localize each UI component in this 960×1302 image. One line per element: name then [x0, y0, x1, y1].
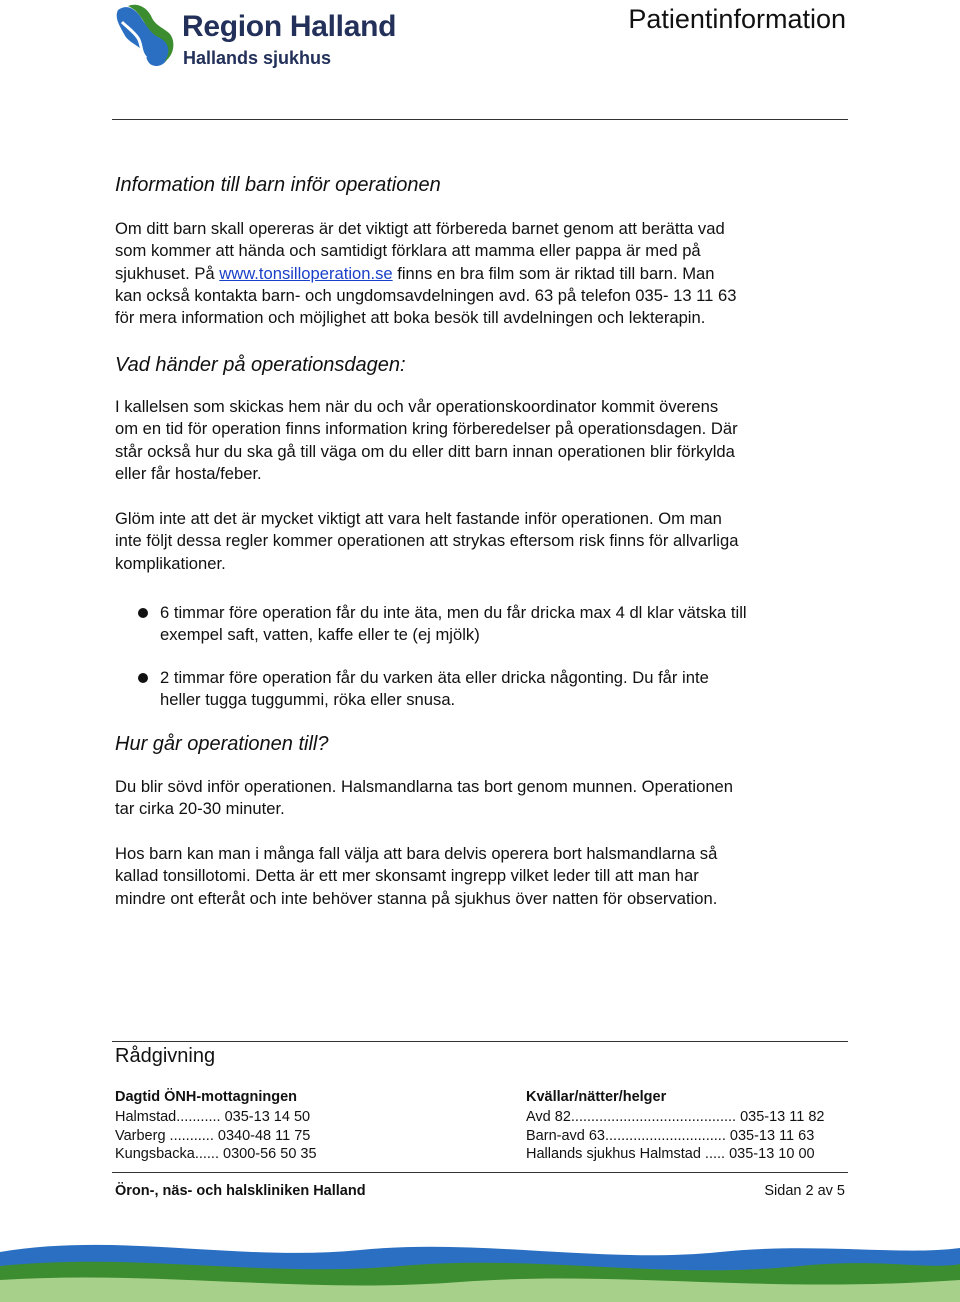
- logo-subtitle: Hallands sjukhus: [183, 48, 332, 68]
- leader-dots: ...........: [169, 1127, 214, 1144]
- section-heading: Information till barn inför operationen: [115, 174, 441, 196]
- paragraph-line: Glöm inte att det är mycket viktigt att vara helt fastande inför operationen. Om man: [115, 509, 722, 528]
- paragraph-line: mindre ont efteråt och inte behöver stanna på sjukhus över natten för observation.: [115, 888, 718, 908]
- paragraph-line: som kommer att hända och samtidigt förklara att mamma eller pappa är med på: [115, 241, 701, 261]
- contact-phone: 0340-48 11 75: [217, 1127, 311, 1144]
- logo-title: Region Halland: [182, 10, 397, 43]
- list-item: [115, 667, 850, 712]
- tonsilloperation-link[interactable]: www.tonsilloperation.se: [219, 263, 393, 283]
- evening-heading: Kvällar/nätter/helger: [526, 1089, 667, 1105]
- paragraph-line: kan också kontakta barn- och ungdomsavdelningen avd. 63 på telefon 035- 13 11 63: [115, 285, 737, 305]
- contact-place: Avd 82: [526, 1109, 571, 1125]
- contact-phone: 035-13 11 82: [740, 1109, 825, 1125]
- contact-row: [526, 1145, 856, 1164]
- paragraph-line: Hos barn kan man i många fall välja att bara delvis operera bort halsmandlarna så: [115, 844, 718, 863]
- paragraph-line: tar cirka 20-30 minuter.: [115, 799, 285, 819]
- daytime-heading: Dagtid ÖNH-mottagningen: [115, 1089, 298, 1105]
- operation-day-paragraph-1: [115, 396, 850, 485]
- decorative-wave-band: [0, 1222, 960, 1302]
- leader-dots: ...........: [176, 1109, 221, 1125]
- contact-place: Barn-avd 63: [526, 1127, 605, 1144]
- list-item-line: 2 timmar före operation får du varken äta eller dricka någonting. Du får inte: [160, 667, 709, 687]
- paragraph-line: inte följt dessa regler kommer operationen att strykas eftersom risk finns för allvarliga: [115, 531, 739, 551]
- contact-row: [115, 1108, 375, 1127]
- leader-dots: ..............................: [605, 1127, 726, 1144]
- contact-phone: 035-13 10 00: [729, 1146, 815, 1162]
- list-item-line: 6 timmar före operation får du inte äta, men du får dricka max 4 dl klar vätska till: [160, 603, 747, 622]
- paragraph-line: [115, 263, 850, 285]
- paragraph-line: eller får hosta/feber.: [115, 463, 262, 483]
- leader-dots: .....: [704, 1146, 726, 1162]
- paragraph-line: kallad tonsillotomi. Detta är ett mer skonsamt ingrepp vilket leder till att man har: [115, 866, 699, 886]
- contact-place: Halmstad: [115, 1109, 177, 1125]
- section-operation-day: [115, 354, 850, 377]
- how-operation-paragraph-1: [115, 776, 850, 821]
- contact-row: [115, 1127, 375, 1146]
- document-type-title: Patientinformation: [628, 4, 846, 34]
- contact-phone: 035-13 14 50: [224, 1109, 311, 1125]
- operation-day-paragraph-2: [115, 508, 850, 575]
- fasting-rules-list: [115, 602, 850, 711]
- paragraph-line: I kallelsen som skickas hem när du och vår operationskoordinator kommit överens: [115, 397, 719, 416]
- bullet-icon: [138, 673, 148, 683]
- paragraph-line: Du blir sövd inför operationen. Halsmandlarna tas bort genom munnen. Operationen: [115, 777, 734, 796]
- paragraph-line: för mera information och möjlighet att boka besök till avdelningen och lekterapin.: [115, 308, 706, 328]
- section-heading: Hur går operationen till?: [115, 733, 329, 755]
- leader-dots: .........................................: [570, 1109, 737, 1125]
- paragraph-line: komplikationer.: [115, 553, 226, 573]
- daytime-contacts: [115, 1108, 375, 1164]
- text-span: sjukhuset. På: [115, 263, 220, 283]
- contact-row: [115, 1145, 375, 1164]
- list-item-line: heller tugga tuggummi, röka eller snusa.: [160, 689, 456, 709]
- leader-dots: ......: [194, 1146, 219, 1162]
- text-span: finns en bra film som är riktad till barn. Man: [392, 263, 715, 283]
- clinic-name: Öron-, näs- och halskliniken Halland: [115, 1183, 366, 1199]
- advice-divider: [112, 1041, 848, 1042]
- contact-phone: 0300-56 50 35: [223, 1146, 317, 1162]
- section-info-children: [115, 174, 850, 197]
- bullet-icon: [138, 608, 148, 618]
- section-info-paragraph: [115, 218, 850, 329]
- paragraph-line: om en tid för operation finns information kring förberedelser på operationsdagen. Där: [115, 419, 738, 439]
- contact-row: [526, 1127, 856, 1146]
- list-item: [115, 602, 850, 647]
- contact-place: Varberg: [115, 1127, 170, 1144]
- contact-row: [526, 1108, 856, 1127]
- section-how-operation: [115, 733, 850, 756]
- list-item-line: exempel saft, vatten, kaffe eller te (ej mjölk): [160, 625, 480, 645]
- advice-title: Rådgivning: [115, 1045, 216, 1067]
- paragraph-line: Om ditt barn skall opereras är det viktigt att förbereda barnet genom att berätta vad: [115, 219, 725, 238]
- footer-divider: [112, 1172, 848, 1173]
- how-operation-paragraph-2: [115, 843, 850, 910]
- evening-contacts: [526, 1108, 856, 1164]
- paragraph-line: står också hur du ska gå till väga om du eller ditt barn innan operationen blir förkylda: [115, 441, 735, 461]
- header-divider: [112, 119, 848, 120]
- page-number: Sidan 2 av 5: [764, 1183, 845, 1199]
- contact-phone: 035-13 11 63: [729, 1127, 815, 1144]
- contact-place: Hallands sjukhus Halmstad: [526, 1146, 705, 1162]
- section-heading: Vad händer på operationsdagen:: [115, 354, 406, 376]
- contact-place: Kungsbacka: [115, 1146, 195, 1162]
